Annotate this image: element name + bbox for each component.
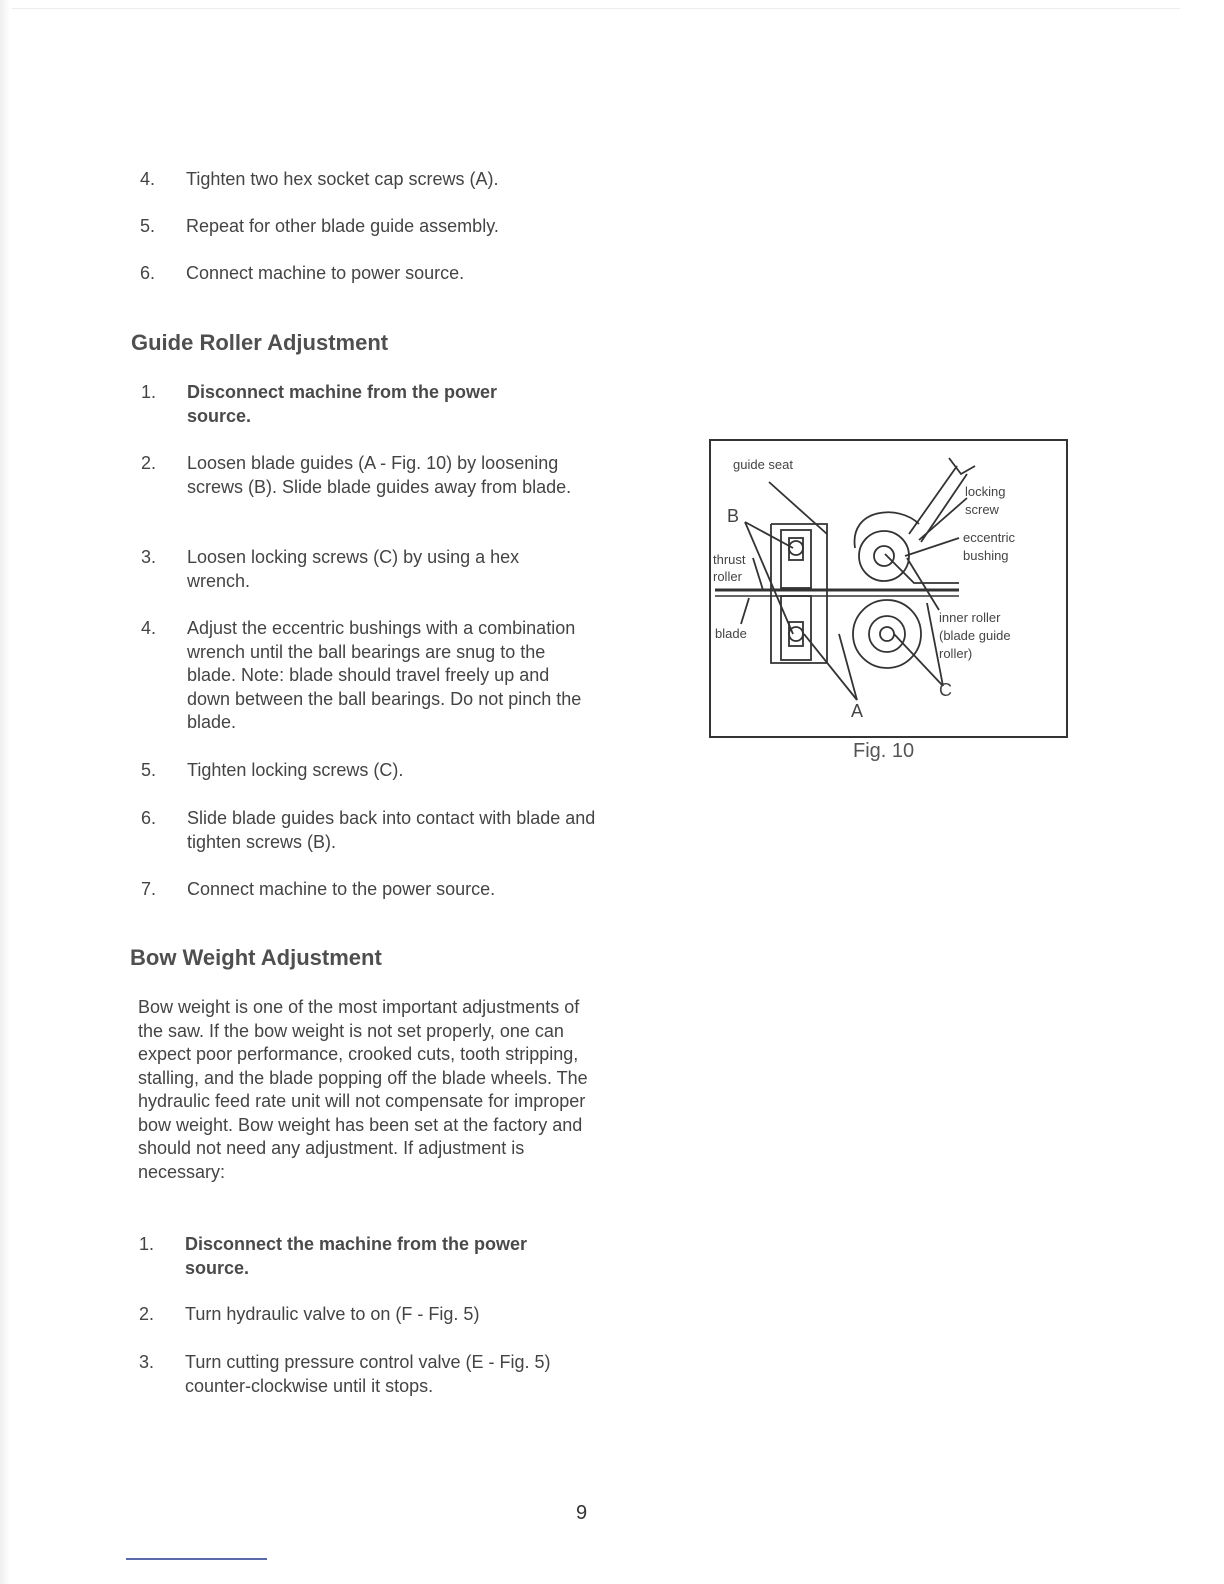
label-guide-seat: guide seat — [733, 457, 793, 472]
scan-edge-shade — [0, 0, 10, 1584]
step-number: 5. — [140, 216, 156, 236]
step-number: 3. — [141, 547, 157, 567]
step-text: Tighten two hex socket cap screws (A). — [186, 169, 499, 189]
step-number: 1. — [141, 382, 157, 402]
label-bushing: bushing — [963, 548, 1009, 563]
step-text: Loosen blade guides (A - Fig. 10) by loosening screws (B). Slide blade guides away from blade. — [187, 453, 572, 497]
step-text: Repeat for other blade guide assembly. — [186, 216, 499, 236]
label-c: C — [939, 680, 952, 700]
step-text: Disconnect machine from the power source. — [187, 382, 498, 426]
step-number: 2. — [141, 453, 157, 473]
step-text: Disconnect the machine from the power source. — [185, 1234, 528, 1278]
step-number: 6. — [141, 808, 157, 828]
blade-guide-diagram — [709, 438, 1069, 740]
label-roller-close: roller) — [939, 646, 973, 661]
step-text: Turn hydraulic valve to on (F - Fig. 5) — [185, 1304, 480, 1324]
label-inner-roller: inner roller — [939, 610, 1001, 625]
step-number: 4. — [140, 169, 156, 189]
step-text: Connect machine to the power source. — [187, 879, 496, 899]
label-blade: blade — [715, 626, 747, 641]
bottom-rule — [126, 1558, 267, 1560]
label-blade-guide: (blade guide — [939, 628, 1011, 643]
step-number: 1. — [139, 1234, 155, 1254]
step-text: Slide blade guides back into contact with blade and tighten screws (B). — [187, 808, 596, 852]
label-thrust: thrust — [713, 552, 746, 567]
step-number: 5. — [141, 760, 157, 780]
step-number: 6. — [140, 263, 156, 283]
label-locking: locking — [965, 484, 1006, 499]
step-text: Connect machine to power source. — [186, 263, 465, 283]
label-b: B — [727, 506, 740, 526]
section-heading-guide-roller: Guide Roller Adjustment — [131, 330, 389, 355]
label-a: A — [851, 701, 864, 721]
step-number: 3. — [139, 1352, 155, 1372]
figure-caption: Fig. 10 — [853, 740, 915, 762]
label-roller: roller — [713, 569, 742, 584]
bow-weight-paragraph: Bow weight is one of the most important adjustments of the saw. If the bow weight is not set properly, one can expect poor performance, crooked cuts, tooth stripping, stalling, and the blade popping off the blade wheels. The hydraulic feed rate unit will not compensate for improper bow weight. Bow weight has been set at the factory and should not need any adjustment. If adjustment is necessary: — [138, 997, 588, 1182]
page-number: 9 — [576, 1502, 588, 1524]
label-eccentric: eccentric — [963, 530, 1016, 545]
step-text: Loosen locking screws (C) by using a hex wrench. — [187, 547, 520, 591]
top-rule — [12, 8, 1180, 9]
step-text: Tighten locking screws (C). — [187, 760, 404, 780]
step-text: Adjust the eccentric bushings with a combination wrench until the ball bearings are snug to the blade. Note: blade should travel freely up and down between the ball bearings. Do not pinch the blade. — [187, 618, 582, 732]
figure-10 — [709, 438, 1069, 740]
section-heading-bow-weight: Bow Weight Adjustment — [130, 945, 382, 970]
step-number: 2. — [139, 1304, 155, 1324]
label-screw: screw — [965, 502, 999, 517]
step-number: 7. — [141, 879, 157, 899]
step-number: 4. — [141, 618, 157, 638]
step-text: Turn cutting pressure control valve (E - Fig. 5) counter-clockwise until it stops. — [185, 1352, 551, 1396]
